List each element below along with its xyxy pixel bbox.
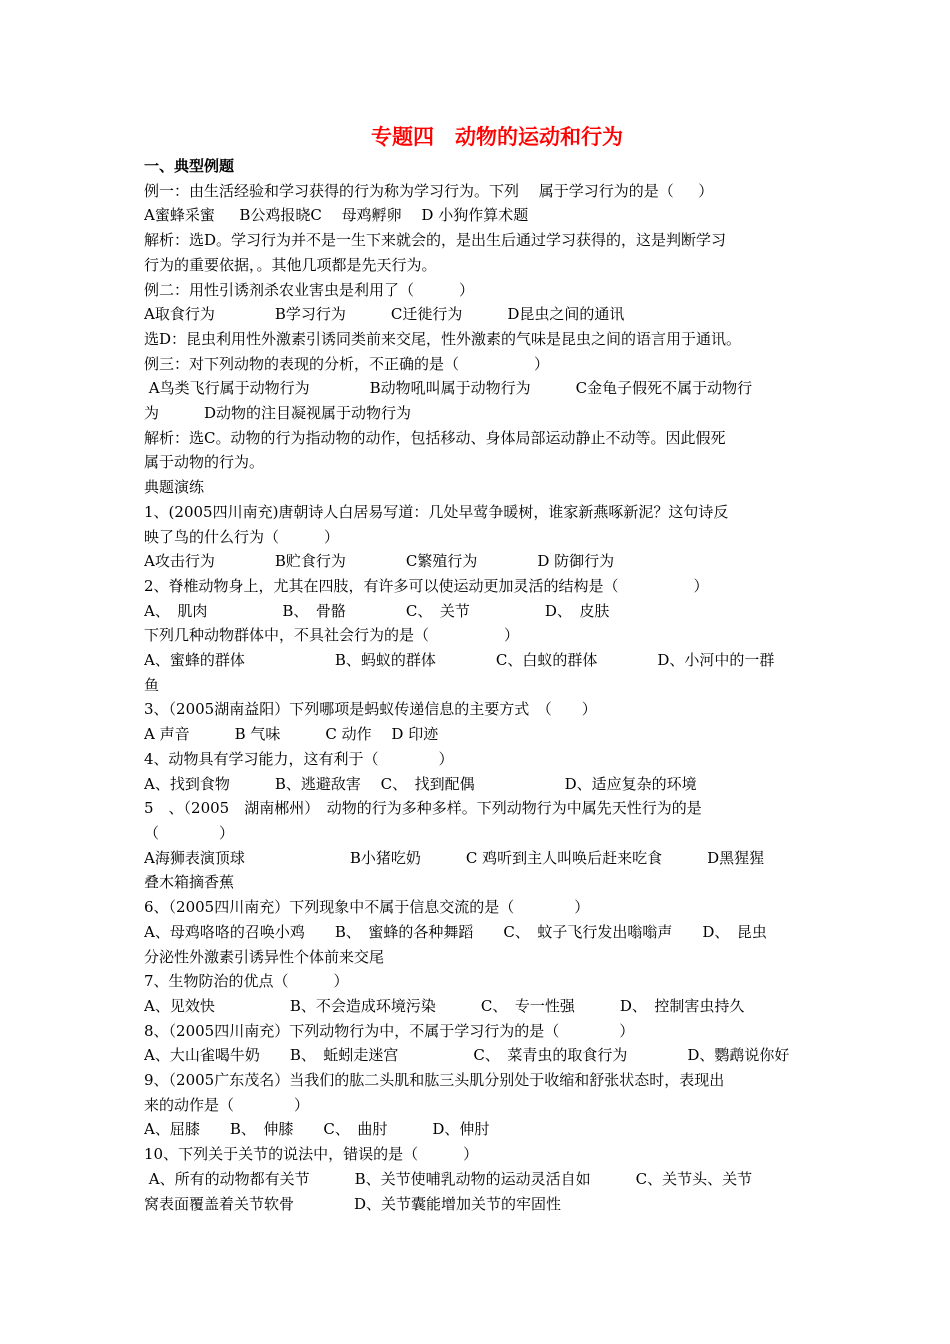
text-line: 鱼 [144, 675, 160, 694]
text-line: 8、（2005四川南充）下列动物行为中，不属于学习行为的是（ ） [144, 1021, 635, 1040]
text-line: A海狮表演顶球 B小猪吃奶 C 鸡听到主人叫唤后赶来吃食 D黑猩猩 [144, 848, 765, 867]
text-line: 例三：对下列动物的表现的分析，不正确的是（ ） [144, 354, 550, 373]
text-line: A取食行为 B学习行为 C迁徙行为 D昆虫之间的通讯 [144, 305, 625, 324]
text-line: （ ） [144, 823, 235, 842]
text-line: 解析：选C。动物的行为指动物的动作，包括移动、身体局部运动静止不动等。因此假死 [144, 428, 726, 447]
text-line: 典题演练 [144, 478, 205, 497]
document-page [144, 122, 814, 1216]
text-line: A、找到食物 B、逃避敌害 C、 找到配偶 D、适应复杂的环境 [144, 774, 697, 793]
text-line: 分泌性外激素引诱异性个体前来交尾 [144, 947, 385, 966]
text-line: A、所有的动物都有关节 B、关节使哺乳动物的运动灵活自如 C、关节头、关节 [144, 1169, 753, 1188]
text-line: 6、（2005四川南充）下列现象中不属于信息交流的是（ ） [144, 898, 590, 917]
text-line: 4、动物具有学习能力，这有利于（ ） [144, 749, 454, 768]
text-line: A、见效快 B、不会造成环境污染 C、 专一性强 D、 控制害虫持久 [144, 996, 745, 1015]
text-line: 来的动作是（ ） [144, 1095, 310, 1114]
text-line: A攻击行为 B贮食行为 C繁殖行为 D 防御行为 [144, 552, 615, 571]
text-line: 映了鸟的什么行为（ ） [144, 527, 340, 546]
section-heading: 一、典型例题 [144, 157, 235, 175]
text-line: 7、生物防治的优点（ ） [144, 972, 349, 991]
text-line: 例一：由生活经验和学习获得的行为称为学习行为。下列 属于学习行为的是（ ） [144, 181, 714, 200]
text-line: 5 、（2005 湖南郴州） 动物的行为多种多样。下列动物行为中属先天性行为的是 [144, 799, 702, 818]
text-line: A蜜蜂采蜜 B公鸡报晓C 母鸡孵卵 D 小狗作算术题 [144, 206, 529, 225]
text-line: 为 D动物的注目凝视属于动物行为 [144, 404, 412, 423]
text-line: A、 肌肉 B、 骨骼 C、 关节 D、 皮肤 [144, 601, 610, 620]
text-line: 选D：昆虫利用性外激素引诱同类前来交尾，性外激素的气味是昆虫之间的语言用于通讯。 [144, 329, 742, 348]
text-line: 属于动物的行为。 [144, 453, 265, 472]
text-line: 叠木箱摘香蕉 [144, 873, 235, 892]
text-line: 10、下列关于关节的说法中，错误的是（ ） [144, 1145, 479, 1164]
document-body [144, 179, 814, 1217]
text-line: 例二：用性引诱剂杀农业害虫是利用了（ ） [144, 280, 475, 299]
text-line: 3、（2005湖南益阳）下列哪项是蚂蚁传递信息的主要方式 （ ） [144, 700, 597, 719]
text-line: 1、(2005四川南充)唐朝诗人白居易写道：几处早莺争暖树，谁家新燕啄新泥？这句诗反 [144, 502, 729, 521]
text-line: A鸟类飞行属于动物行为 B动物吼叫属于动物行为 C金龟子假死不属于动物行 [144, 379, 753, 398]
text-line: 行为的重要依据，。其他几项都是先天行为。 [144, 255, 437, 274]
text-line: A、母鸡咯咯的召唤小鸡 B、 蜜蜂的各种舞蹈 C、 蚊子飞行发出嗡嗡声 D、 昆虫 [144, 922, 767, 941]
text-line: 2、脊椎动物身上，尤其在四肢，有许多可以使运动更加灵活的结构是（ ） [144, 576, 709, 595]
page-title: 专题四 动物的运动和行为 [371, 125, 623, 149]
text-line: 下列几种动物群体中，不具社会行为的是（ ） [144, 626, 520, 645]
text-line: A 声音 B 气味 C 动作 D 印迹 [144, 725, 439, 744]
text-line: A、屈膝 B、 伸膝 C、 曲肘 D、伸肘 [144, 1120, 490, 1139]
text-line: 解析：选D。学习行为并不是一生下来就会的，是出生后通过学习获得的，这是判断学习 [144, 231, 727, 250]
text-line: A、蜜蜂的群体 B、蚂蚁的群体 C、白蚁的群体 D、小河中的一群 [144, 651, 775, 670]
text-line: 窝表面覆盖着关节软骨 D、关节囊能增加关节的牢固性 [144, 1194, 562, 1213]
text-line: 9、（2005广东茂名）当我们的肱二头肌和肱三头肌分别处于收缩和舒张状态时，表现出 [144, 1071, 725, 1090]
text-line: A、大山雀喝牛奶 B、 蚯蚓走迷宫 C、 菜青虫的取食行为 D、鹦鹉说你好 [144, 1046, 790, 1065]
